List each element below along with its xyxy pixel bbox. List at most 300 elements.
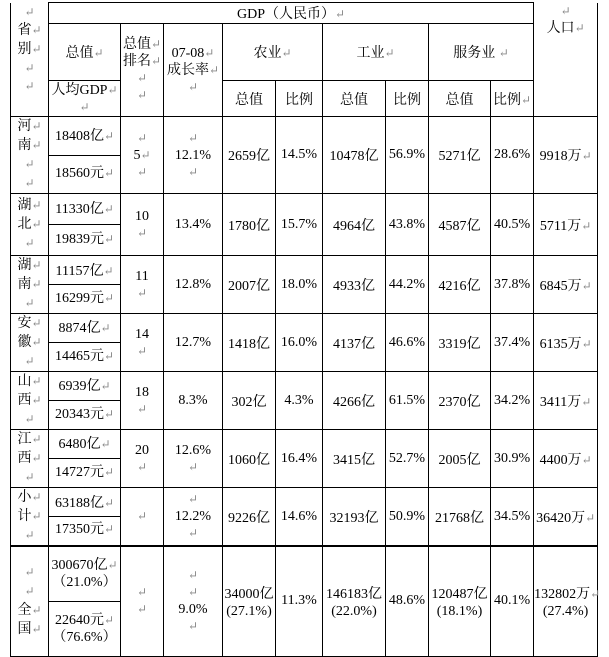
paragraph-mark-icon: ↵	[136, 285, 148, 300]
paragraph-mark-icon: ↵	[187, 568, 199, 583]
paragraph-mark-icon: ↵	[187, 164, 199, 179]
rank-cell[interactable]	[121, 117, 164, 194]
agri-ratio-cell[interactable]	[276, 256, 323, 314]
paragraph-mark-icon: ↵	[103, 263, 114, 278]
paragraph-mark-icon: ↵	[24, 412, 35, 426]
cell-value: 15.7%	[280, 216, 318, 232]
rank-value: 5	[133, 147, 141, 163]
paragraph-mark-icon: ↵	[24, 354, 35, 368]
paragraph-mark-icon: ↵	[136, 401, 148, 416]
agri-total-cell[interactable]	[223, 546, 276, 656]
rank-cell[interactable]	[121, 546, 164, 656]
paragraph-mark-icon: ↵	[31, 277, 42, 291]
paragraph-mark-icon: ↵	[24, 296, 35, 310]
paragraph-mark-icon: ↵	[107, 558, 118, 572]
province-char: 河	[17, 119, 32, 134]
header-row-top	[11, 3, 598, 24]
paragraph-mark-icon: ↵	[136, 509, 148, 523]
rank-cell[interactable]	[121, 194, 164, 256]
paragraph-mark-icon: ↵	[31, 119, 42, 133]
paragraph-mark-icon: ↵	[79, 99, 90, 114]
gdp-total-cell[interactable]	[49, 372, 121, 430]
population-cell[interactable]	[534, 314, 598, 372]
cell-value: 146183亿	[326, 586, 382, 602]
paragraph-mark-icon: ↵	[384, 46, 395, 60]
gdp-total-header-label: 总值	[65, 46, 94, 61]
paragraph-mark-icon: ↵	[31, 451, 42, 465]
ind-ratio-cell[interactable]	[386, 256, 429, 314]
document-page	[0, 2, 609, 657]
cell-value: 2005亿	[438, 452, 481, 468]
paragraph-mark-icon: ↵	[103, 407, 115, 421]
population-cell[interactable]	[534, 256, 598, 314]
cell-value: 4400万	[539, 452, 582, 468]
cell-value: 11.3%	[281, 593, 317, 609]
province-cell[interactable]	[11, 430, 49, 488]
province-header-cell[interactable]	[11, 3, 49, 117]
paragraph-mark-icon: ↵	[31, 509, 42, 523]
svc-ratio-cell[interactable]	[491, 314, 534, 372]
rank-cell[interactable]	[121, 372, 164, 430]
agri-ratio-cell[interactable]	[276, 117, 323, 194]
paragraph-mark-icon: ↵	[103, 201, 114, 216]
population-header-label: 人口	[546, 20, 575, 36]
gdp-total-cell[interactable]	[49, 256, 121, 314]
gdp-total-cell[interactable]	[49, 314, 121, 372]
population-cell[interactable]	[534, 488, 598, 547]
growth-value: 9.0%	[178, 602, 208, 618]
ind-total-cell[interactable]	[323, 372, 386, 430]
paragraph-mark-icon: ↵	[31, 217, 42, 231]
province-cell[interactable]	[11, 314, 49, 372]
population-cell[interactable]	[534, 546, 601, 656]
svc-total-cell[interactable]	[429, 314, 491, 372]
province-char: 国	[17, 622, 32, 638]
gdp-total-value: 18408亿	[54, 129, 104, 144]
paragraph-mark-icon: ↵	[187, 459, 199, 474]
paragraph-mark-icon: ↵	[521, 92, 532, 107]
ind-ratio-cell[interactable]	[386, 546, 429, 656]
province-cell[interactable]	[11, 256, 49, 314]
gdp-total-header-cell[interactable]	[49, 24, 121, 81]
growth-cell[interactable]	[164, 117, 223, 194]
svc-total-cell[interactable]	[429, 194, 491, 256]
paragraph-mark-icon: ↵	[136, 602, 148, 617]
rank-header-cell[interactable]	[121, 24, 164, 117]
cell-value: 1780亿	[228, 218, 270, 234]
paragraph-mark-icon: ↵	[24, 78, 35, 93]
cell-value: 21768亿	[435, 510, 484, 526]
paragraph-mark-icon: ↵	[31, 258, 42, 272]
growth-value: 13.4%	[174, 217, 212, 232]
agri-total-cell[interactable]	[223, 488, 276, 547]
cell-value: 4266亿	[333, 394, 375, 410]
cell-value: 4216亿	[438, 278, 481, 294]
ind-ratio-subheader-cell[interactable]	[386, 81, 429, 117]
agri-total-cell[interactable]	[223, 314, 276, 372]
cell-value: 9226亿	[228, 510, 270, 526]
gdp-total-cell[interactable]	[49, 194, 121, 256]
paragraph-mark-icon: ↵	[31, 490, 42, 504]
gdp-per-capita-value: 18560元	[54, 166, 104, 181]
province-cell[interactable]	[11, 488, 49, 547]
row-subtotal	[11, 488, 598, 547]
population-cell[interactable]	[534, 194, 598, 256]
paragraph-mark-icon: ↵	[140, 147, 151, 162]
rank-cell[interactable]	[121, 314, 164, 372]
agri-ratio-subheader-cell[interactable]	[276, 81, 323, 117]
ind-ratio-cell[interactable]	[386, 117, 429, 194]
rank-cell[interactable]	[121, 256, 164, 314]
cell-value: 3411万	[539, 394, 582, 410]
paragraph-mark-icon: ↵	[581, 394, 592, 409]
ind-total-cell[interactable]	[323, 194, 386, 256]
cell-value: 2370亿	[438, 394, 481, 410]
rank-cell[interactable]	[121, 488, 164, 547]
paragraph-mark-icon: ↵	[136, 164, 148, 179]
svc-total-cell[interactable]	[429, 430, 491, 488]
province-char: 湖	[17, 198, 32, 213]
growth-cell[interactable]	[164, 372, 223, 430]
paragraph-mark-icon: ↵	[31, 374, 42, 388]
paragraph-mark-icon: ↵	[204, 45, 215, 60]
paragraph-mark-icon: ↵	[31, 22, 42, 37]
paragraph-mark-icon: ↵	[100, 437, 111, 451]
paragraph-mark-icon: ↵	[585, 510, 596, 525]
cell-value: 50.9%	[388, 508, 426, 524]
paragraph-mark-icon: ↵	[24, 176, 35, 190]
paragraph-mark-icon: ↵	[581, 149, 592, 163]
rank-cell[interactable]	[121, 430, 164, 488]
cell-value: 32193亿	[329, 510, 379, 526]
cell-value: 16.4%	[280, 450, 318, 466]
province-cell[interactable]	[11, 372, 49, 430]
ind-ratio-cell[interactable]	[386, 488, 429, 547]
paragraph-mark-icon: ↵	[100, 321, 111, 336]
gdp-total-cell[interactable]	[49, 488, 121, 547]
agri-total-subheader-cell[interactable]	[223, 81, 276, 117]
cell-value: 44.2%	[388, 276, 426, 292]
ind-ratio-cell[interactable]	[386, 194, 429, 256]
paragraph-mark-icon: ↵	[24, 236, 35, 250]
cell-value: 1060亿	[228, 452, 270, 468]
agri-total-cell[interactable]	[223, 117, 276, 194]
header-row-groups	[11, 24, 598, 81]
cell-value: 6135万	[539, 336, 582, 352]
paragraph-mark-icon: ↵	[103, 290, 115, 305]
growth-header-cell[interactable]	[164, 24, 223, 117]
svc-total-cell[interactable]	[429, 117, 491, 194]
population-cell[interactable]	[534, 117, 598, 194]
cell-value: 1418亿	[228, 336, 270, 352]
gdp-per-capita-value: 14727元	[54, 465, 104, 480]
gdp-per-capita-value: 16299元	[54, 290, 104, 306]
cell-value: 46.6%	[388, 334, 426, 350]
row-henan	[11, 117, 598, 194]
header-row-sub	[11, 81, 598, 117]
paragraph-mark-icon: ↵	[93, 46, 104, 60]
svc-ratio-cell[interactable]	[491, 256, 534, 314]
paragraph-mark-icon: ↵	[24, 528, 35, 542]
paragraph-mark-icon: ↵	[103, 612, 115, 627]
province-char: 山	[17, 374, 32, 389]
paragraph-mark-icon: ↵	[31, 603, 42, 618]
cell-value: 4137亿	[333, 336, 375, 352]
growth-cell[interactable]	[164, 488, 223, 547]
growth-value: 12.7%	[174, 335, 212, 350]
cell-value: 37.8%	[493, 276, 531, 292]
svc-ratio-cell[interactable]	[491, 194, 534, 256]
paragraph-mark-icon: ↵	[187, 585, 199, 600]
gdp-header-cell[interactable]	[49, 3, 534, 24]
paragraph-mark-icon: ↵	[31, 41, 42, 56]
agri-total-cell[interactable]	[223, 372, 276, 430]
cell-value: 14.6%	[280, 508, 318, 524]
paragraph-mark-icon: ↵	[187, 79, 199, 94]
paragraph-mark-icon: ↵	[24, 4, 35, 19]
subheader-label: 总值	[340, 92, 368, 108]
svc-ratio-subheader-cell[interactable]	[491, 81, 534, 117]
paragraph-mark-icon: ↵	[103, 348, 115, 363]
subheader-label: 总值	[235, 92, 263, 108]
paragraph-mark-icon: ↵	[560, 3, 571, 18]
population-cell[interactable]	[534, 372, 598, 430]
rank-value: 18	[135, 384, 149, 400]
paragraph-mark-icon: ↵	[498, 46, 509, 60]
cell-value: 14.5%	[280, 147, 318, 162]
cell-value: 6845万	[539, 278, 582, 294]
growth-value: 12.2%	[174, 509, 212, 524]
rank-value: 11	[135, 268, 149, 284]
cell-value: 40.5%	[493, 216, 531, 232]
gdp-per-capita-value: 14465元	[54, 348, 104, 364]
services-header-cell[interactable]	[429, 24, 534, 81]
paragraph-mark-icon: ↵	[581, 218, 592, 233]
ind-total-subheader-cell[interactable]	[323, 81, 386, 117]
paragraph-mark-icon: ↵	[187, 492, 199, 506]
cell-value: 120487亿	[431, 586, 488, 602]
population-header-cell[interactable]	[534, 3, 598, 117]
paragraph-mark-icon: ↵	[208, 62, 220, 77]
paragraph-mark-icon: ↵	[31, 432, 42, 446]
gdp-total-value: 6939亿	[58, 379, 101, 394]
services-header-label: 服务业	[453, 46, 496, 61]
svc-ratio-cell[interactable]	[491, 117, 534, 194]
gdp-total-cell[interactable]	[49, 117, 121, 194]
agri-ratio-cell[interactable]	[276, 372, 323, 430]
paragraph-mark-icon: ↵	[150, 37, 162, 51]
ind-ratio-cell[interactable]	[386, 430, 429, 488]
paragraph-mark-icon: ↵	[103, 232, 115, 247]
cell-value: 4933亿	[333, 278, 375, 294]
cell-value: 5711万	[539, 218, 582, 234]
province-header-label: 省	[17, 22, 32, 38]
ind-ratio-cell[interactable]	[386, 372, 429, 430]
paragraph-mark-icon: ↵	[187, 130, 199, 145]
row-hunan	[11, 256, 598, 314]
rank-header-label: 排名	[122, 54, 151, 69]
agri-total-cell[interactable]	[223, 194, 276, 256]
population-cell[interactable]	[534, 430, 598, 488]
paragraph-mark-icon: ↵	[107, 82, 118, 97]
cell-note: (18.1%)	[436, 603, 483, 619]
subheader-label: 比例	[393, 92, 421, 108]
per-capita-header-cell[interactable]	[49, 81, 121, 117]
growth-cell[interactable]	[164, 194, 223, 256]
gdp-total-cell[interactable]	[49, 430, 121, 488]
province-cell[interactable]	[11, 194, 49, 256]
province-char: 安	[17, 316, 32, 331]
cell-value: 43.8%	[388, 216, 426, 232]
row-national	[11, 546, 598, 656]
growth-cell[interactable]	[164, 314, 223, 372]
cell-value: 34000亿	[224, 586, 274, 602]
cell-value: 30.9%	[493, 450, 531, 466]
paragraph-mark-icon: ↵	[24, 470, 35, 484]
agri-ratio-cell[interactable]	[276, 546, 323, 656]
paragraph-mark-icon: ↵	[136, 585, 148, 600]
paragraph-mark-icon: ↵	[136, 88, 148, 102]
paragraph-mark-icon: ↵	[187, 619, 199, 634]
subheader-label: 比例	[493, 92, 522, 108]
gdp-per-capita-value: 20343元	[54, 407, 104, 422]
svc-total-subheader-cell[interactable]	[429, 81, 491, 117]
gdp-total-value: 11330亿	[55, 201, 104, 217]
growth-cell[interactable]	[164, 256, 223, 314]
cell-value: 37.4%	[493, 334, 531, 350]
province-char: 江	[17, 432, 32, 447]
industry-header-cell[interactable]	[323, 24, 429, 81]
paragraph-mark-icon: ↵	[103, 129, 115, 143]
subheader-label: 总值	[445, 92, 474, 108]
row-hubei	[11, 194, 598, 256]
paragraph-mark-icon: ↵	[335, 7, 346, 21]
agri-ratio-cell[interactable]	[276, 488, 323, 547]
per-capita-header-label: 人均GDP	[51, 82, 108, 98]
agri-total-cell[interactable]	[223, 430, 276, 488]
ind-total-cell[interactable]	[323, 314, 386, 372]
province-char: 全	[17, 603, 32, 619]
cell-value: 4964亿	[333, 218, 375, 234]
ind-total-cell[interactable]	[323, 256, 386, 314]
ind-total-cell[interactable]	[323, 488, 386, 547]
cell-value: 4.3%	[284, 392, 314, 408]
growth-value: 12.6%	[174, 442, 212, 458]
growth-value: 12.8%	[174, 277, 212, 292]
province-header-label: 别	[17, 41, 32, 57]
paragraph-mark-icon: ↵	[24, 565, 35, 580]
rank-value: 20	[135, 442, 149, 458]
svc-total-cell[interactable]	[429, 546, 491, 656]
row-jiangxi	[11, 430, 598, 488]
industry-header-label: 工业	[356, 46, 385, 61]
agri-total-cell[interactable]	[223, 256, 276, 314]
growth-header-label: 成长率	[166, 62, 209, 78]
svc-ratio-cell[interactable]	[491, 488, 534, 547]
province-char: 湖	[17, 258, 32, 273]
rank-value: 10	[135, 208, 149, 224]
cell-value: 5271亿	[438, 149, 481, 164]
cell-value: 2007亿	[228, 278, 270, 294]
paragraph-mark-icon: ↵	[24, 157, 35, 171]
paragraph-mark-icon: ↵	[100, 379, 111, 393]
paragraph-mark-icon: ↵	[136, 225, 148, 240]
gdp-total-value: 11157亿	[55, 263, 104, 279]
cell-value: 52.7%	[388, 450, 426, 466]
gdp-total-cell[interactable]	[49, 546, 121, 656]
agri-ratio-cell[interactable]	[276, 430, 323, 488]
paragraph-mark-icon: ↵	[103, 522, 115, 536]
province-cell[interactable]	[11, 546, 49, 656]
paragraph-mark-icon: ↵	[150, 54, 162, 68]
cell-note: (22.0%)	[331, 603, 377, 619]
growth-value: 8.3%	[178, 393, 208, 408]
growth-cell[interactable]	[164, 430, 223, 488]
ind-total-cell[interactable]	[323, 546, 386, 656]
agri-ratio-cell[interactable]	[276, 314, 323, 372]
paragraph-mark-icon: ↵	[281, 46, 292, 60]
svc-total-cell[interactable]	[429, 256, 491, 314]
gdp-total-value: 8874亿	[58, 321, 101, 337]
subheader-label: 比例	[285, 92, 313, 108]
province-char: 计	[17, 509, 32, 524]
cell-value: 9918万	[539, 149, 582, 164]
paragraph-mark-icon: ↵	[136, 343, 148, 358]
svc-total-cell[interactable]	[429, 372, 491, 430]
agri-ratio-cell[interactable]	[276, 194, 323, 256]
growth-cell[interactable]	[164, 546, 223, 656]
paragraph-mark-icon: ↵	[136, 71, 148, 85]
agriculture-header-label: 农业	[253, 46, 282, 61]
paragraph-mark-icon: ↵	[136, 459, 148, 474]
growth-header-label: 07-08	[171, 45, 205, 61]
paragraph-mark-icon: ↵	[581, 452, 592, 467]
cell-note: (27.1%)	[226, 603, 272, 619]
gdp-per-capita-note: （76.6%）	[52, 629, 117, 645]
ind-ratio-cell[interactable]	[386, 314, 429, 372]
cell-note: (27.4%)	[542, 603, 589, 619]
cell-value: 3415亿	[333, 452, 375, 468]
gdp-total-value: 300670亿	[51, 558, 108, 573]
svc-ratio-cell[interactable]	[491, 546, 534, 656]
growth-value: 12.1%	[174, 147, 212, 163]
ind-total-cell[interactable]	[323, 117, 386, 194]
paragraph-mark-icon: ↵	[103, 496, 115, 510]
gdp-total-value: 63188亿	[54, 496, 104, 511]
gdp-total-note: （21.0%）	[52, 575, 117, 590]
row-anhui	[11, 314, 598, 372]
paragraph-mark-icon: ↵	[136, 130, 148, 145]
paragraph-mark-icon: ↵	[581, 336, 592, 351]
cell-value: 48.6%	[388, 593, 426, 609]
gdp-per-capita-value: 17350元	[54, 522, 104, 537]
svc-ratio-cell[interactable]	[491, 372, 534, 430]
svc-ratio-cell[interactable]	[491, 430, 534, 488]
agriculture-header-cell[interactable]	[223, 24, 323, 81]
paragraph-mark-icon: ↵	[31, 198, 42, 212]
paragraph-mark-icon: ↵	[31, 622, 42, 637]
svc-total-cell[interactable]	[429, 488, 491, 547]
ind-total-cell[interactable]	[323, 430, 386, 488]
province-char: 北	[17, 217, 32, 232]
paragraph-mark-icon: ↵	[103, 465, 115, 479]
province-cell[interactable]	[11, 117, 49, 194]
cell-value: 34.2%	[493, 392, 531, 408]
rank-header-label: 总值	[122, 37, 151, 52]
cell-value: 3319亿	[438, 336, 481, 352]
cell-value: 18.0%	[280, 276, 318, 292]
rank-value: 14	[135, 326, 149, 342]
